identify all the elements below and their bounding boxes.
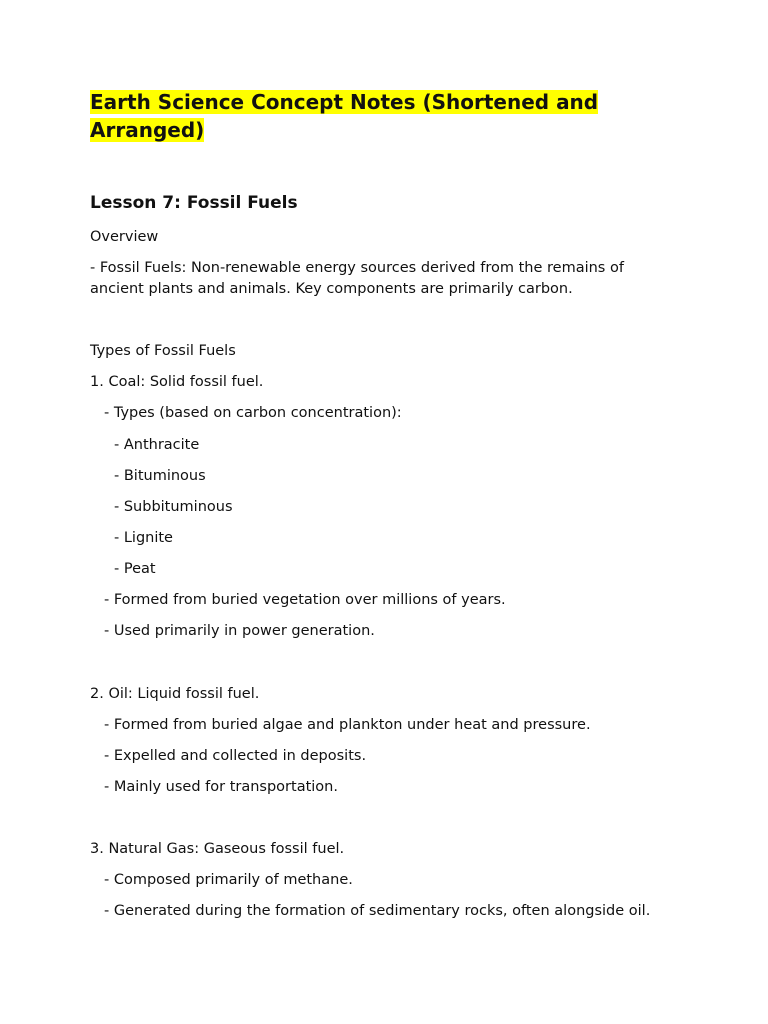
types-heading: Types of Fossil Fuels — [90, 343, 236, 359]
coal-heading: 1. Coal: Solid fossil fuel. — [90, 374, 264, 390]
title-highlight: Earth Science Concept Notes (Shortened and Arranged) — [90, 90, 599, 142]
coal-type-item: - Lignite — [114, 530, 173, 546]
coal-used: - Used primarily in power generation. — [104, 623, 375, 639]
coal-type-item: - Subbituminous — [114, 499, 233, 515]
coal-type-item: - Bituminous — [114, 468, 206, 484]
oil-expelled: - Expelled and collected in deposits. — [104, 748, 367, 764]
coal-formed: - Formed from buried vegetation over millions of years. — [104, 592, 506, 608]
coal-types-label: - Types (based on carbon concentration): — [104, 405, 402, 421]
oil-formed: - Formed from buried algae and plankton under heat and pressure. — [104, 717, 591, 733]
gas-heading: 3. Natural Gas: Gaseous fossil fuel. — [90, 841, 345, 857]
coal-type-item: - Anthracite — [114, 437, 200, 453]
overview-heading: Overview — [90, 229, 159, 245]
oil-used: - Mainly used for transportation. — [104, 779, 338, 795]
oil-heading: 2. Oil: Liquid fossil fuel. — [90, 686, 260, 702]
document-page — [90, 88, 690, 144]
gas-composed: - Composed primarily of methane. — [104, 872, 353, 888]
lesson-title: Lesson 7: Fossil Fuels — [90, 193, 298, 213]
gas-generated: - Generated during the formation of sedimentary rocks, often alongside oil. — [104, 903, 651, 919]
coal-type-item: - Peat — [114, 561, 156, 577]
document-title — [90, 88, 690, 144]
overview-text: - Fossil Fuels: Non-renewable energy sources derived from the remains of ancient plants and animals. Key components are primarily carbon. — [90, 260, 624, 297]
